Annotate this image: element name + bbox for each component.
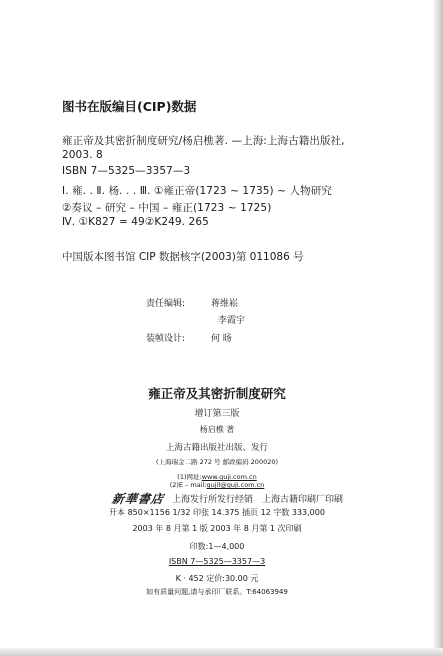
edition-label: 增订第三版	[194, 409, 240, 419]
cip-isbn-line: ISBN 7—5325—3357—3	[62, 165, 191, 177]
printer-text: 上海古籍印刷厂印刷	[262, 495, 344, 505]
designer-label: 装帧设计:	[146, 334, 186, 344]
author-line: 杨启樵 著	[199, 425, 235, 434]
cip-line: ②奏议 – 研究 – 中国 – 雍正(1723 ~ 1725)	[62, 202, 272, 214]
isbn-value: ISBN 7—5325—3357—3	[168, 557, 266, 566]
print-run: 印数:1—4,000	[189, 542, 245, 551]
cip-heading: 图书在版编目(CIP)数据	[62, 99, 197, 114]
designer-name: 何 旸	[211, 334, 232, 344]
cip-line: 雍正帝及其密折制度研究/杨启樵著. —上海:上海古籍出版社,	[62, 135, 345, 147]
publisher-line: 上海古籍出版社出版、发行	[165, 443, 268, 453]
book-title: 雍正帝及其密折制度研究	[148, 386, 286, 401]
email-link[interactable]: gujil@guji.com.cn	[206, 481, 265, 489]
cip-line: Ⅰ. 雍. . Ⅱ. 杨. . . Ⅲ. ①雍正帝(1723 ~ 1735) ~ 人物研究	[62, 185, 332, 197]
cip-approval-number: 中国版本图书馆 CIP 数据核字(2003)第 011086 号	[62, 251, 304, 263]
website-link[interactable]: www.guji.com.cn	[201, 473, 257, 481]
page-bottom-shadow	[0, 648, 443, 656]
publisher-address: (上海瑞金二路 272 号 邮政编码 200020)	[155, 458, 279, 466]
isbn-code	[0, 557, 434, 566]
price-line: K · 452 定价:30.00 元	[175, 574, 259, 583]
distribution-row	[112, 490, 343, 507]
email-prefix: (2)E – mail:	[169, 481, 207, 489]
editor-name: 蒋维崧	[211, 299, 239, 309]
xinhua-bookstore-logo: 新華書店	[110, 492, 165, 506]
cip-line: Ⅳ. ①K827 = 49②K249. 265	[62, 216, 209, 228]
editor-label: 责任编辑:	[146, 299, 186, 309]
editor-name: 李霞宇	[218, 316, 246, 326]
quality-notice: 如有质量问题,请与承印厂联系。T:64063949	[146, 588, 288, 596]
page-edge-shadow	[434, 0, 443, 656]
book-specs: 开本 850×1156 1/32 印张 14.375 插页 12 字数 333,000	[109, 508, 325, 517]
cip-line: 2003. 8	[62, 149, 103, 161]
printing-dates: 2003 年 8 月第 1 版 2003 年 8 月第 1 次印刷	[132, 524, 302, 533]
web-prefix: (1)网址:	[177, 473, 202, 481]
distributor-text: 上海发行所发行经销	[172, 495, 254, 505]
publisher-contact	[0, 472, 434, 489]
